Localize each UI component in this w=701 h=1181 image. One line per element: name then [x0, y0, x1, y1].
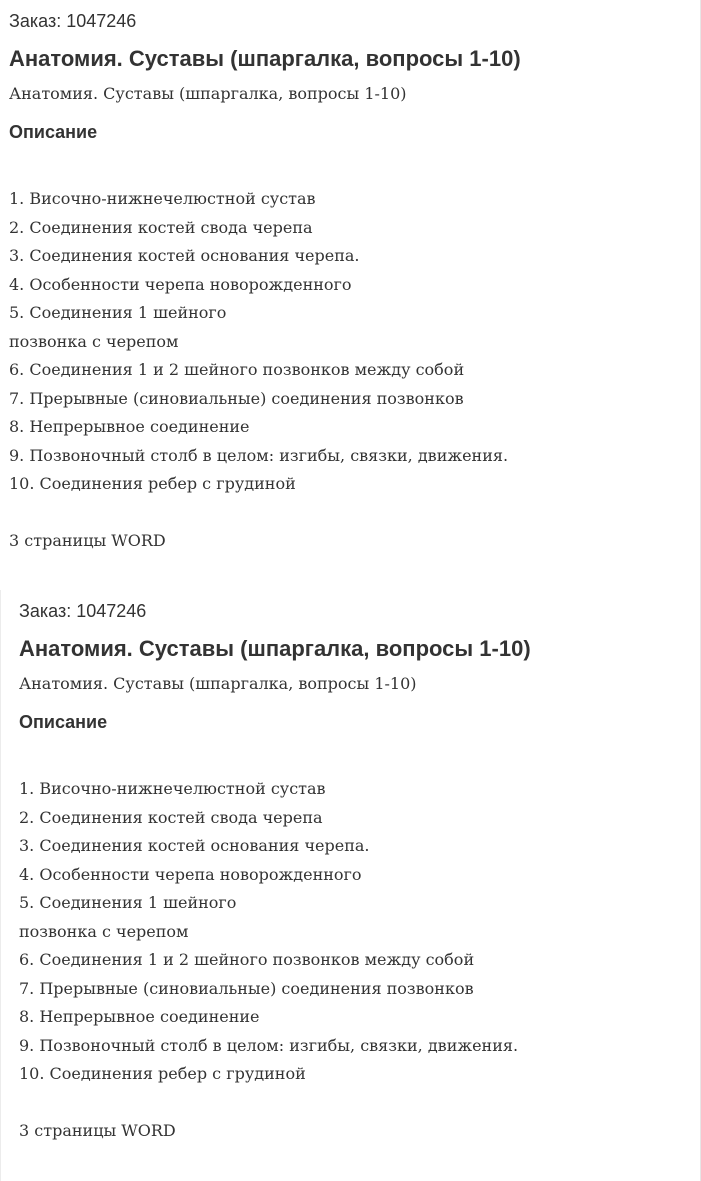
- order-card: [0, 0, 701, 590]
- list-item: 3. Соединения костей основания черепа.: [19, 836, 370, 855]
- list-item: 2. Соединения костей свода черепа: [19, 807, 323, 827]
- list-item: 10. Соединения ребер с грудиной: [19, 1064, 306, 1083]
- list-item: 6. Соединения 1 и 2 шейного позвонков между собой: [19, 950, 475, 969]
- page-subtitle: Анатомия. Суставы (шпаргалка, вопросы 1-10): [19, 674, 417, 693]
- pages-note: 3 страницы WORD: [9, 530, 166, 550]
- list-item: 9. Позвоночный столб в целом: изгибы, связки, движения.: [9, 445, 509, 465]
- question-list: [19, 775, 692, 1089]
- page-subtitle: Анатомия. Суставы (шпаргалка, вопросы 1-10): [9, 84, 407, 103]
- question-list: [9, 185, 692, 499]
- list-item: 1. Височно-нижнечелюстной сустав: [9, 189, 316, 208]
- list-item: 9. Позвоночный столб в целом: изгибы, связки, движения.: [19, 1035, 519, 1055]
- list-item: 4. Особенности черепа новорожденного: [9, 274, 352, 294]
- order-number: Заказ: 1047246: [9, 11, 137, 31]
- page-title: Анатомия. Суставы (шпаргалка, вопросы 1-10): [19, 636, 531, 661]
- list-item: 8. Непрерывное соединение: [9, 417, 250, 436]
- description-heading: Описание: [19, 712, 108, 732]
- list-item: 8. Непрерывное соединение: [19, 1007, 260, 1026]
- list-item: 6. Соединения 1 и 2 шейного позвонков между собой: [9, 360, 465, 379]
- order-card: [0, 590, 701, 1181]
- list-item: 7. Прерывные (синовиальные) соединения позвонков: [9, 388, 464, 408]
- list-item: 1. Височно-нижнечелюстной сустав: [19, 779, 326, 798]
- page-title: Анатомия. Суставы (шпаргалка, вопросы 1-10): [9, 46, 521, 71]
- pages-note: 3 страницы WORD: [19, 1120, 176, 1140]
- list-item: 3. Соединения костей основания черепа.: [9, 246, 360, 265]
- order-card-content: [9, 8, 692, 555]
- list-item: 5. Соединения 1 шейного позвонка с черепом: [9, 303, 227, 351]
- list-item: 7. Прерывные (синовиальные) соединения позвонков: [19, 978, 474, 998]
- list-item: 10. Соединения ребер с грудиной: [9, 474, 296, 493]
- list-item: 2. Соединения костей свода черепа: [9, 217, 313, 237]
- list-item: 5. Соединения 1 шейного позвонка с черепом: [19, 893, 237, 941]
- description-heading: Описание: [9, 122, 98, 142]
- list-item: 4. Особенности черепа новорожденного: [19, 864, 362, 884]
- order-card-content: [19, 598, 692, 1145]
- order-number: Заказ: 1047246: [19, 601, 147, 621]
